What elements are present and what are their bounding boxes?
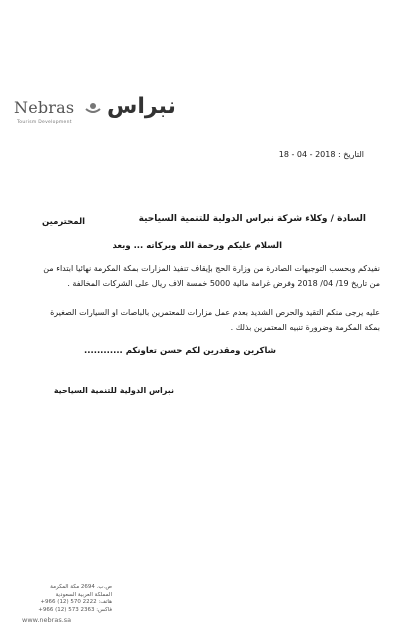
footer-contact: [22, 584, 112, 625]
footer-phone: هاتف: 2222 570 (12) 966+: [40, 599, 112, 605]
brand-name-latin: Nebras: [14, 98, 75, 117]
footer-fax: فاكس: 2363 573 (12) 966+: [38, 606, 112, 613]
addressee-honorific: المحترمين: [42, 217, 86, 227]
footer-po-box: ص.ب. 2694 مكة المكرمة: [50, 584, 112, 590]
brand-tagline: Tourism Development: [17, 120, 72, 125]
addressee-line: السادة / وكلاء شركة نبراس الدولية للتنمية السياحية: [138, 214, 366, 224]
handwritten-signature-icon: [40, 404, 160, 464]
date-label: التاريخ :: [337, 150, 364, 159]
date-value: 18 - 04 - 2018: [278, 150, 336, 159]
brand-logo: [14, 92, 184, 132]
brand-name-arabic: نبراس: [107, 94, 176, 119]
greeting: السلام عليكم ورحمة الله وبركاته ... وبعد: [112, 241, 282, 251]
body-paragraph-2: عليه يرجى منكم التقيد والحرص الشديد بعدم عمل مزارات للمعتمرين بالباصات او السيارات الصغيرة بمكة المكرمة وضرورة تنبيه المعتمرين بذلك .: [50, 308, 380, 332]
brand-mark-icon: [84, 98, 102, 116]
letter-date: [279, 150, 364, 159]
signature-name: نبراس الدولية للتنمية السياحية: [53, 386, 174, 395]
body-paragraph-1: نفيدكم وبحسب التوجيهات الصادرة من وزارة الحج بإيقاف تنفيذ المزارات بمكة المكرمة نهائيا ابتداء من من تاريخ 19/ 04/ 2018 وفرض غرامة مالية 5000 خمسة الاف ريال على الشركات المخالفة .: [43, 264, 380, 288]
footer-country: المملكة العربية السعودية: [55, 591, 112, 598]
closing-line: شاكرين ومقدرين لكم حسن تعاونكم ............: [84, 346, 276, 356]
footer-website: www.nebras.sa: [22, 616, 72, 624]
